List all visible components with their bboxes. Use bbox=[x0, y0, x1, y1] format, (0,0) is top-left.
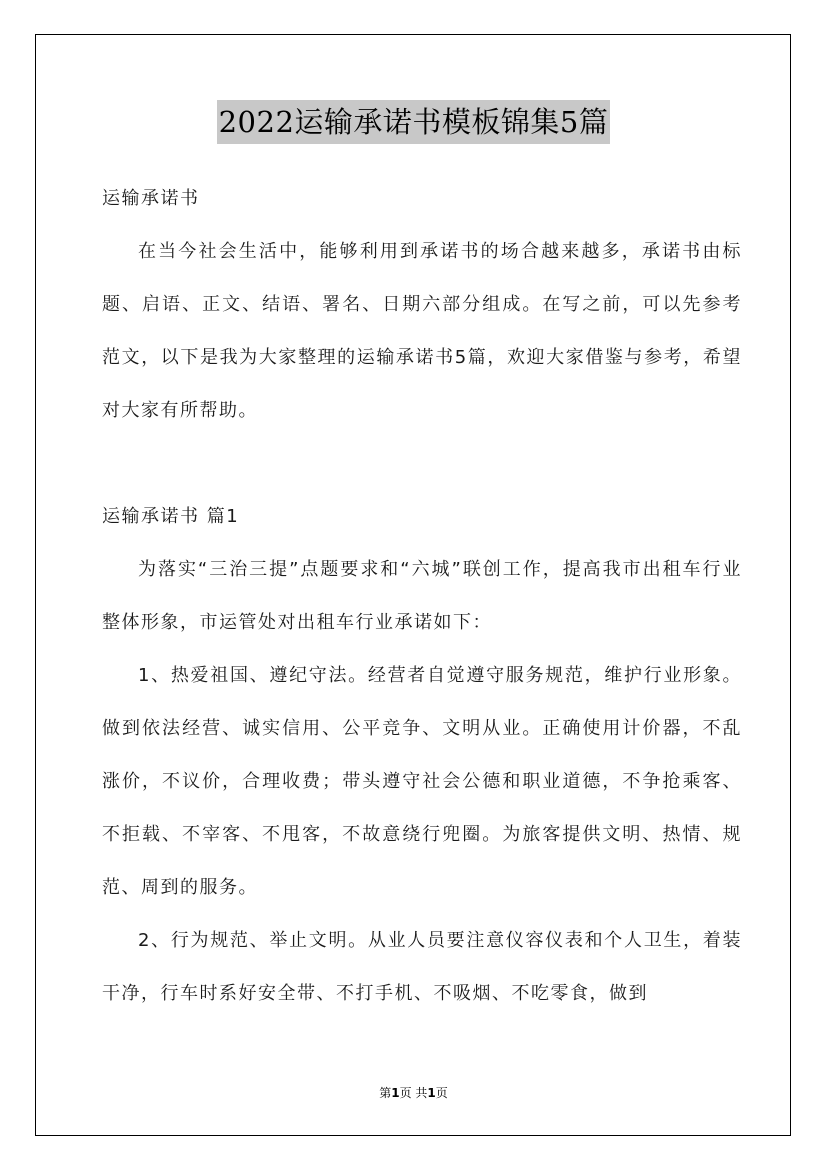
footer-page-suffix: 页 bbox=[435, 1086, 448, 1100]
section-spacer bbox=[102, 437, 742, 490]
intro-heading: 运输承诺书 bbox=[102, 188, 200, 209]
section1-heading: 运输承诺书 篇1 bbox=[102, 506, 240, 527]
document-body bbox=[102, 172, 742, 1020]
title-container bbox=[0, 100, 827, 144]
page-footer bbox=[0, 1084, 827, 1101]
footer-page-mid: 页 共 bbox=[399, 1086, 428, 1100]
footer-page-current: 1 bbox=[391, 1086, 400, 1100]
footer-page-prefix: 第 bbox=[379, 1086, 392, 1100]
document-title: 2022运输承诺书模板锦集5篇 bbox=[217, 100, 611, 144]
intro-paragraph: 在当今社会生活中，能够利用到承诺书的场合越来越多，承诺书由标题、启语、正文、结语、署名、日期六部分组成。在写之前，可以先参考范文，以下是我为大家整理的运输承诺书5篇，欢迎大家借鉴与参考，希望对大家有所帮助。 bbox=[102, 241, 742, 421]
section1-paragraph-3: 2、行为规范、举止文明。从业人员要注意仪容仪表和个人卫生，着装干净，行车时系好安全带、不打手机、不吸烟、不吃零食，做到 bbox=[102, 930, 742, 1004]
section1-paragraph-2: 1、热爱祖国、遵纪守法。经营者自觉遵守服务规范，维护行业形象。做到依法经营、诚实信用、公平竞争、文明从业。正确使用计价器，不乱涨价，不议价，合理收费；带头遵守社会公德和职业道德，不争抢乘客、不拒载、不宰客、不甩客，不故意绕行兜圈。为旅客提供文明、热情、规范、周到的服务。 bbox=[102, 665, 742, 898]
footer-page-total: 1 bbox=[427, 1086, 436, 1100]
section1-paragraph-1: 为落实“三治三提”点题要求和“六城”联创工作，提高我市出租车行业整体形象，市运管处对出租车行业承诺如下： bbox=[102, 559, 742, 633]
